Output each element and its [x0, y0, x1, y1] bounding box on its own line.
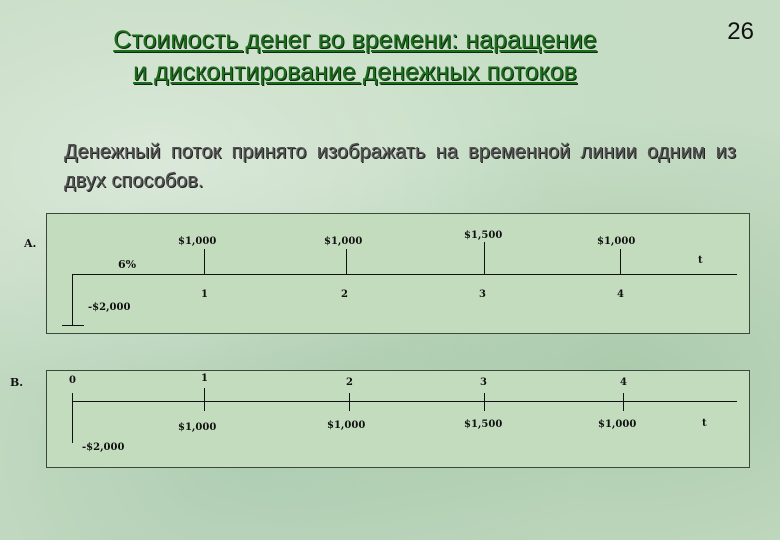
timeline-b-amount-4: $1,000 [598, 419, 637, 430]
timeline-b-period-2: 2 [346, 377, 353, 388]
timeline-a-amount-2: $1,000 [324, 236, 363, 247]
timeline-b-tick-1 [204, 388, 205, 411]
timeline-panel-b [46, 370, 750, 468]
timeline-b-amount-1: $1,000 [178, 422, 217, 433]
timeline-a-amount-4: $1,000 [597, 236, 636, 247]
timeline-b-period-3: 3 [480, 377, 487, 388]
slide-title [40, 24, 670, 88]
timeline-a-tick-1 [204, 249, 205, 274]
timeline-a-initial-flow: -$2,000 [88, 302, 131, 313]
timeline-a-tick-2 [346, 249, 347, 274]
timeline-b-tick-4 [623, 393, 624, 411]
timeline-a-period-1: 1 [201, 289, 208, 300]
timeline-a-amount-3: $1,500 [464, 230, 503, 241]
timeline-b-tick-2 [349, 393, 350, 411]
page-number: 26 [727, 18, 754, 45]
timeline-a-initial-foot [62, 325, 84, 326]
timeline-b-origin: 0 [69, 375, 76, 386]
diagram-a-label: A. [24, 237, 37, 250]
timeline-a-tick-3 [484, 242, 485, 274]
timeline-a-period-4: 4 [617, 289, 624, 300]
timeline-b-axis-label: t [702, 418, 707, 429]
timeline-b-initial-tick [72, 393, 73, 443]
timeline-b-amount-3: $1,500 [464, 419, 503, 430]
timeline-b-axis [72, 401, 737, 402]
intro-paragraph: Денежный поток принято изображать на временной линии одним из двух способов. [64, 141, 736, 192]
timeline-a-rate: 6% [118, 258, 137, 271]
timeline-b-amount-2: $1,000 [327, 420, 366, 431]
timeline-a-period-2: 2 [341, 289, 348, 300]
diagram-b-label: B. [10, 376, 24, 389]
timeline-panel-a [46, 213, 750, 334]
timeline-b-period-4: 4 [620, 377, 627, 388]
timeline-a-tick-4 [620, 249, 621, 274]
timeline-a-initial-tick [72, 274, 73, 326]
timeline-a-axis-label: t [698, 255, 703, 266]
title-line-2: и дисконтирование денежных потоков [133, 58, 577, 86]
timeline-b-period-1: 1 [201, 373, 208, 384]
timeline-b-tick-3 [484, 393, 485, 411]
timeline-b-initial-flow: -$2,000 [82, 442, 125, 453]
timeline-a-period-3: 3 [479, 289, 486, 300]
timeline-a-amount-1: $1,000 [178, 236, 217, 247]
title-line-1: Стоимость денег во времени: наращение [113, 26, 597, 54]
timeline-a-axis [72, 274, 737, 275]
